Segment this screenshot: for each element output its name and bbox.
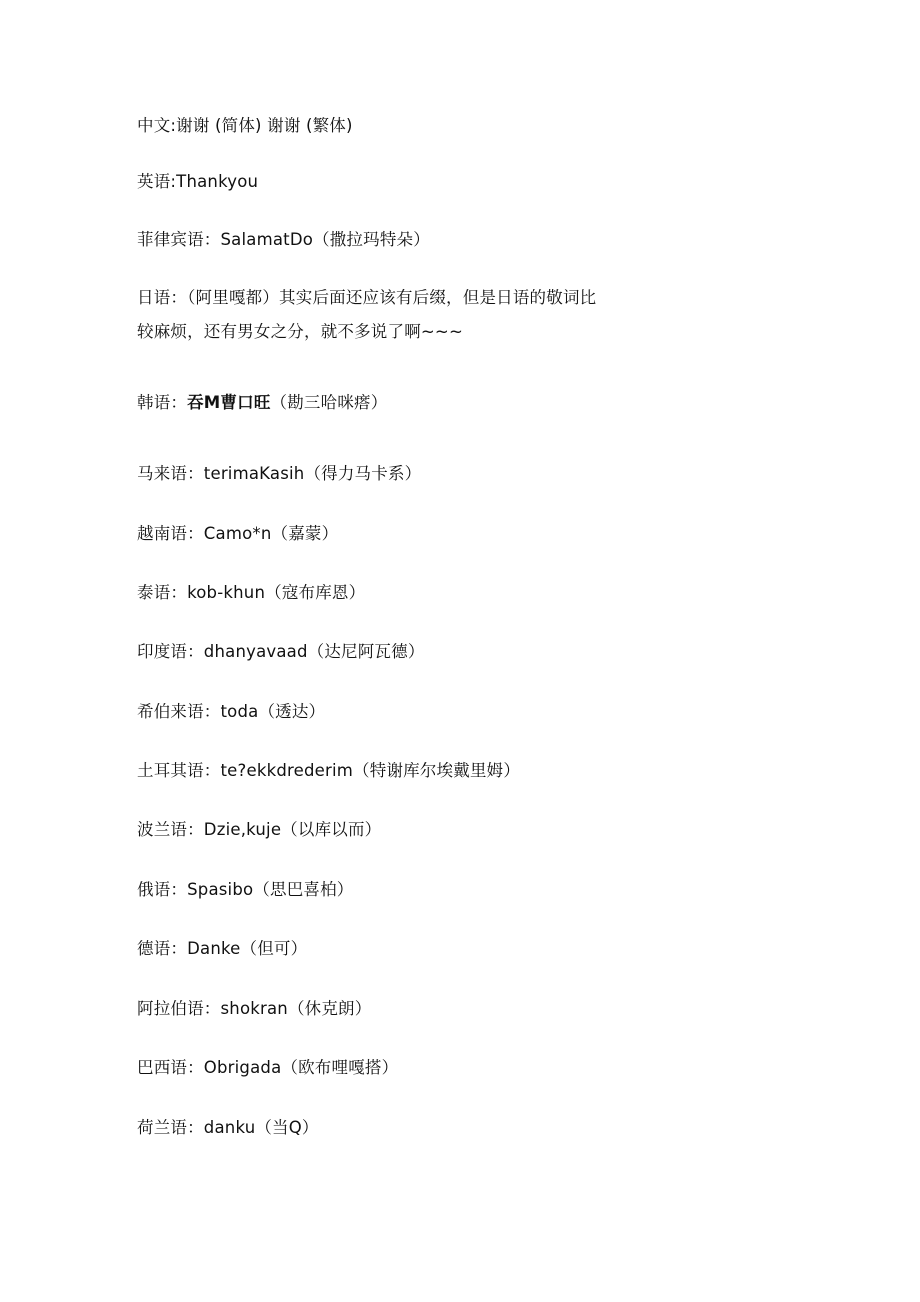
text-line-chinese: 中文:谢谢 (简体) 谢谢 (繁体) <box>137 116 353 135</box>
text-line-polish: 波兰语：Dzie,kuje（以库以而） <box>137 820 382 839</box>
korean-label: 韩语： <box>137 393 188 412</box>
korean-word: 吞M曹口旺 <box>187 393 271 412</box>
text-line-russian: 俄语：Spasibo（思巴喜柏） <box>137 880 354 899</box>
text-line-brazilian: 巴西语：Obrigada（欧布哩嘎搭） <box>137 1058 399 1077</box>
text-line-japanese-2: 较麻烦，还有男女之分，就不多说了啊~~~ <box>137 322 463 341</box>
text-line-hebrew: 希伯来语：toda（透达） <box>137 702 326 721</box>
text-line-japanese-1: 日语：（阿里嘎都）其实后面还应该有后缀，但是日语的敬词比 <box>137 288 597 307</box>
text-line-hindi: 印度语：dhanyavaad（达尼阿瓦德） <box>137 642 425 661</box>
text-line-english: 英语:Thankyou <box>137 172 259 191</box>
text-line-turkish: 土耳其语：te?ekkdrederim（特谢库尔埃戴里姆） <box>137 761 521 780</box>
text-line-filipino: 菲律宾语：SalamatDo（撒拉玛特朵） <box>137 230 430 249</box>
text-line-thai: 泰语：kob-khun（寇布库恩） <box>137 583 366 602</box>
text-line-vietnamese: 越南语：Camo*n（嘉蒙） <box>137 524 339 543</box>
korean-pronunciation: （勘三哈咪瘩） <box>270 393 388 412</box>
text-line-german: 德语：Danke（但可） <box>137 939 308 958</box>
text-line-korean <box>137 393 387 413</box>
text-line-dutch: 荷兰语：danku（当Q） <box>137 1118 319 1137</box>
text-line-malay: 马来语：terimaKasih（得力马卡系） <box>137 464 422 483</box>
text-line-arabic: 阿拉伯语：shokran（休克朗） <box>137 999 372 1018</box>
